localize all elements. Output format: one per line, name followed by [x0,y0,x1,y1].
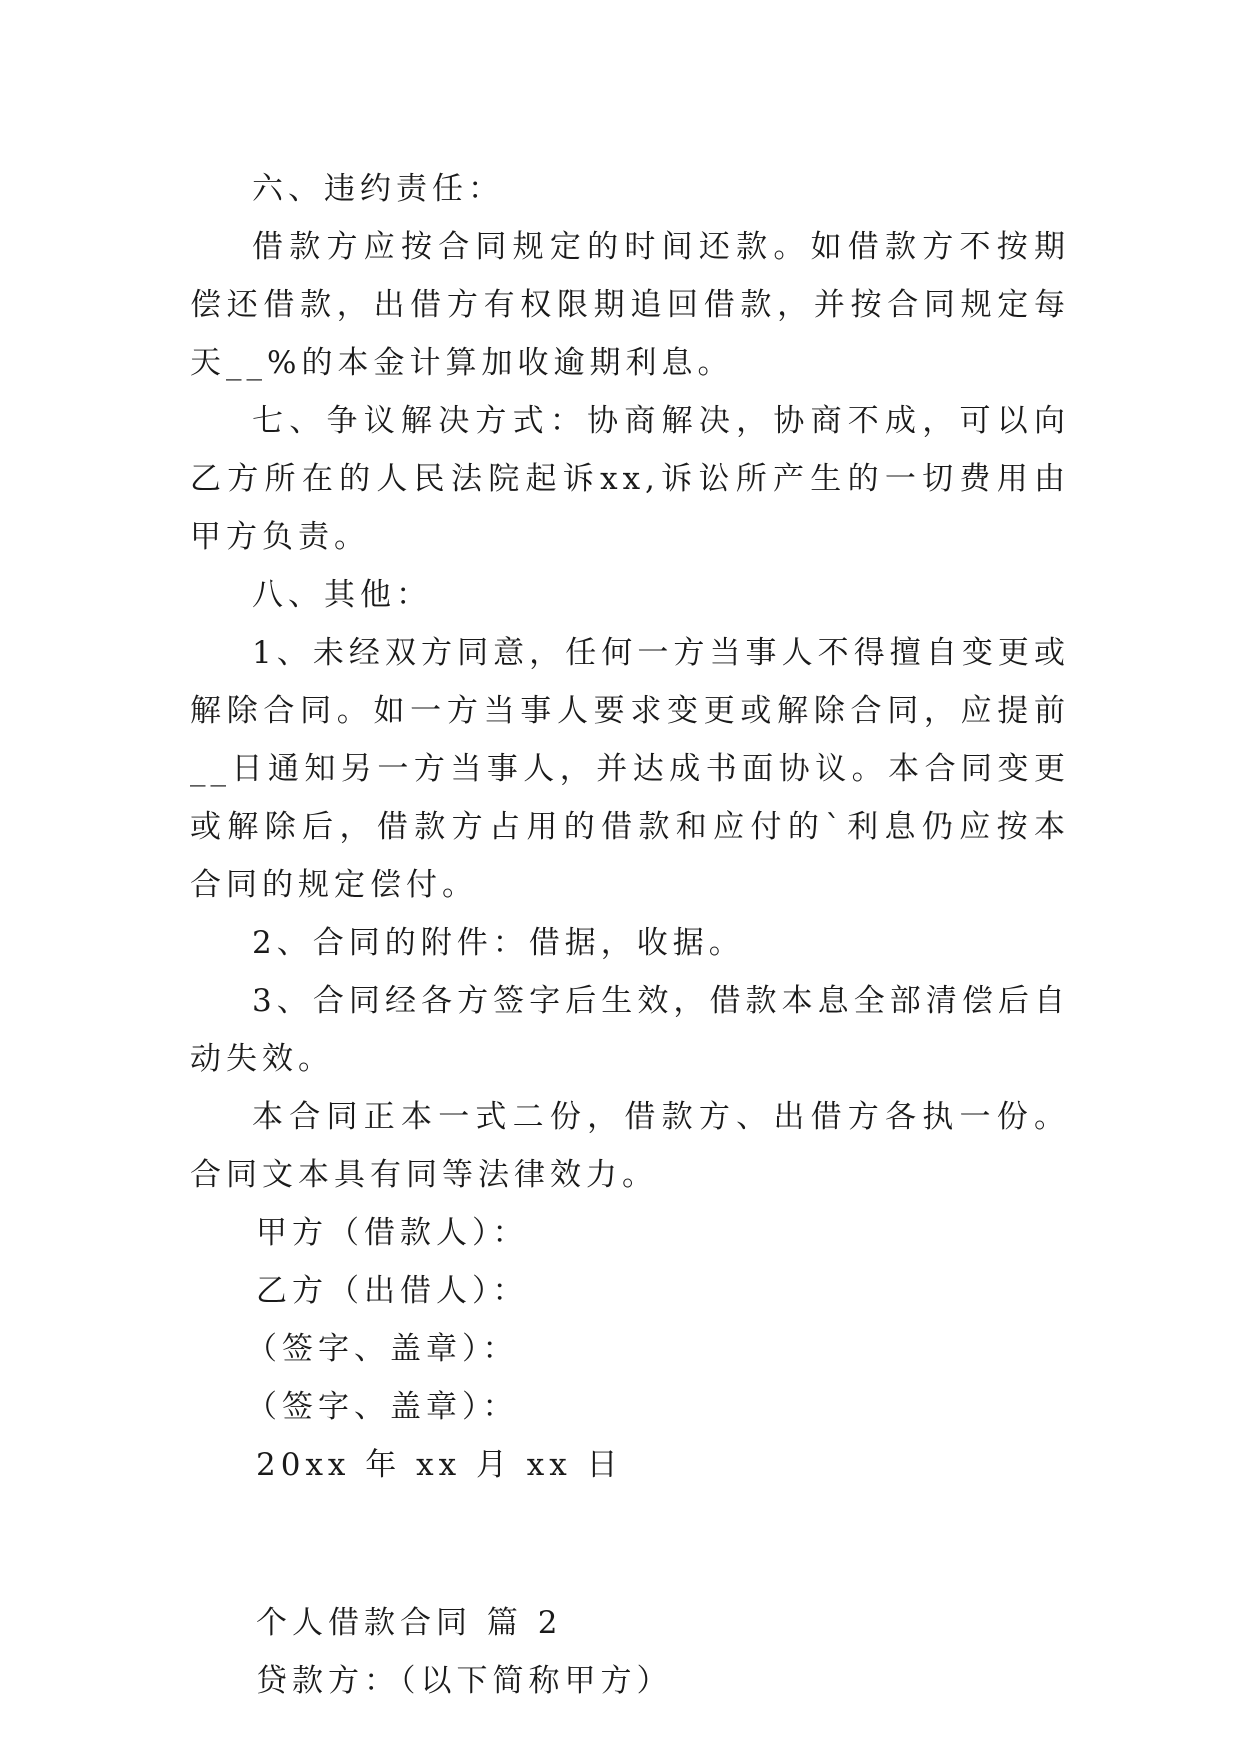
party-a-label: 甲方（借款人）： [256,1215,529,1251]
section-6-heading: 六、违约责任： [252,171,504,207]
document-body [190,160,1070,1710]
section-gap [190,1494,1070,1594]
signature-line-a: （签字、盖章）： [246,1331,519,1367]
contract-date: 20xx 年 xx 月 xx 日 [256,1447,623,1483]
party-b-label: 乙方（出借人）： [256,1273,529,1309]
section-8-heading: 八、其他： [252,577,432,613]
section-7-body: 七、争议解决方式：协商解决，协商不成，可以向乙方所在的人民法院起诉xx,诉讼所产生的一切费用由甲方负责。 [190,403,1070,555]
signature-line-b: （签字、盖章）： [246,1389,519,1425]
section-8-item-2: 2、合同的附件：借据，收据。 [252,925,745,961]
next-contract-first-line: 贷款方：（以下简称甲方） [256,1663,673,1699]
copies-clause: 本合同正本一式二份，借款方、出借方各执一份。合同文本具有同等法律效力。 [190,1099,1070,1193]
section-6-body: 借款方应按合同规定的时间还款。如借款方不按期偿还借款，出借方有权限期追回借款，并按合同规定每天__%的本金计算加收逾期利息。 [190,229,1070,381]
next-contract-title: 个人借款合同 篇 2 [256,1605,563,1641]
section-8-item-1: 1、未经双方同意，任何一方当事人不得擅自变更或解除合同。如一方当事人要求变更或解除合同，应提前__日通知另一方当事人，并达成书面协议。本合同变更或解除后，借款方占用的借款和应付的`利息仍应按本合同的规定偿付。 [190,635,1070,903]
section-8-item-3: 3、合同经各方签字后生效，借款本息全部清偿后自动失效。 [190,983,1070,1077]
